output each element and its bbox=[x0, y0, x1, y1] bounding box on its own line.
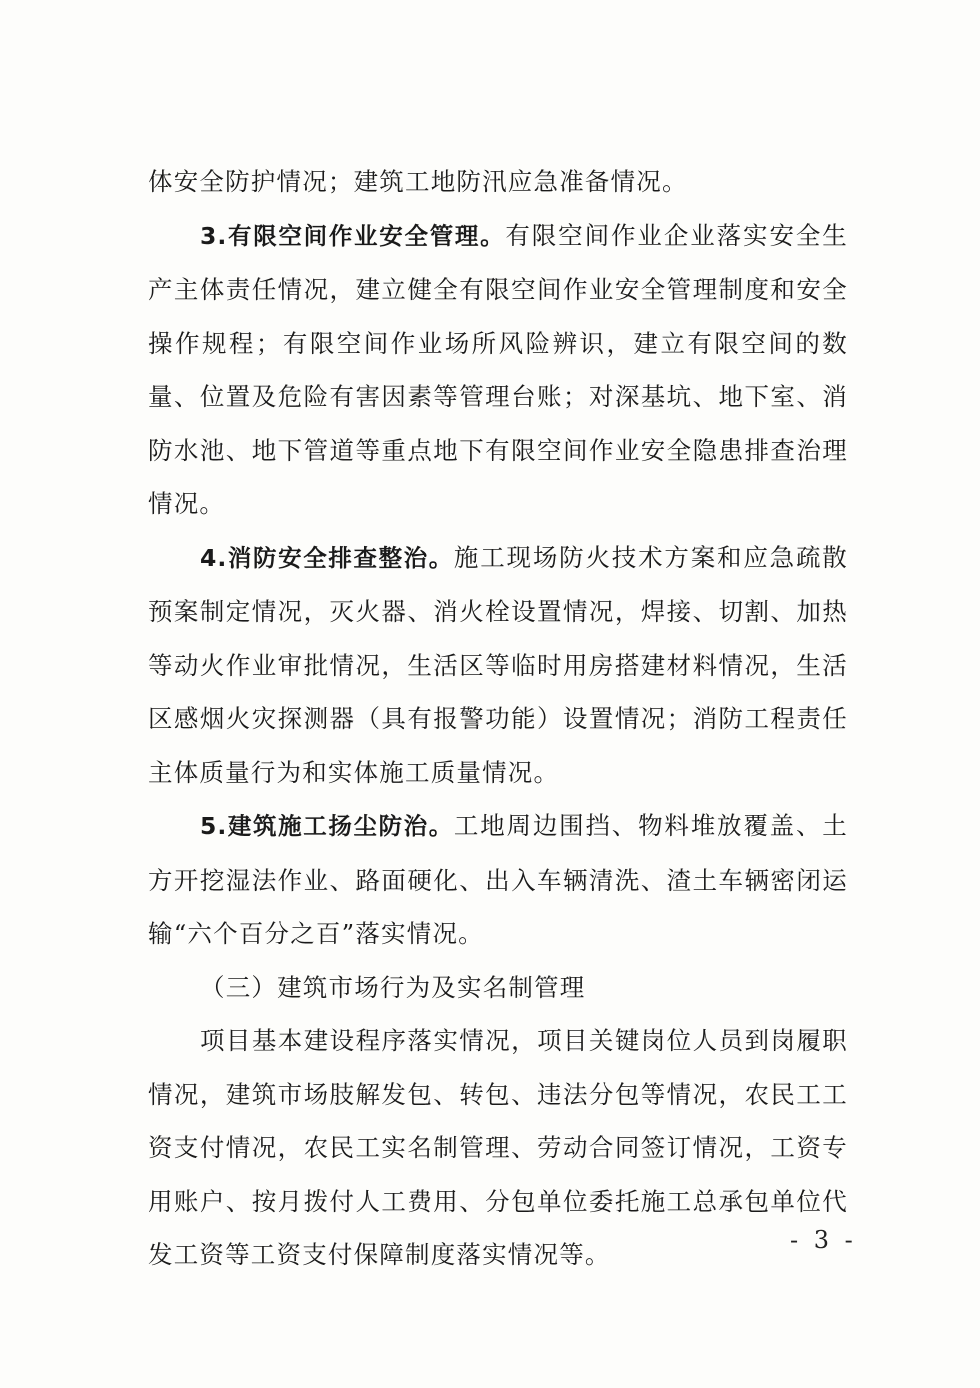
document-body bbox=[148, 155, 848, 1282]
item-3-text: 有限空间作业企业落实安全生产主体责任情况，建立健全有限空间作业安全管理制度和安全操作规程；有限空间作业场所风险辨识，建立有限空间的数量、位置及危险有害因素等管理台账；对深基坑、地下室、消防水池、地下管道等重点地下有限空间作业安全隐患排查治理情况。 bbox=[148, 220, 848, 518]
section-heading: （三）建筑市场行为及实名制管理 bbox=[200, 972, 586, 1002]
item-5-heading: 5.建筑施工扬尘防治。 bbox=[200, 812, 454, 840]
page-number: - 3 - bbox=[790, 1226, 857, 1254]
final-paragraph: 项目基本建设程序落实情况，项目关键岗位人员到岗履职情况，建筑市场肢解发包、转包、违法分包等情况，农民工工资支付情况，农民工实名制管理、劳动合同签订情况，工资专用账户、按月拨付人工费用、分包单位委托施工总承包单位代发工资等工资支付保障制度落实情况等。 bbox=[148, 1026, 848, 1269]
paragraph-item-4 bbox=[148, 531, 848, 800]
paragraph-text: 体安全防护情况；建筑工地防汛应急准备情况。 bbox=[148, 167, 688, 196]
continuation-paragraph bbox=[148, 155, 848, 209]
item-4-text: 施工现场防火技术方案和应急疏散预案制定情况，灭火器、消火栓设置情况，焊接、切割、加热等动火作业审批情况，生活区等临时用房搭建材料情况，生活区感烟火灾探测器（具有报警功能）设置情况；消防工程责任主体质量行为和实体施工质量情况。 bbox=[148, 542, 849, 787]
item-3-heading: 3.有限空间作业安全管理。 bbox=[200, 221, 506, 250]
paragraph-item-5 bbox=[148, 799, 848, 961]
paragraph-item-3 bbox=[148, 209, 848, 531]
item-4-heading: 4.消防安全排查整治。 bbox=[200, 543, 454, 572]
item-5-text: 工地周边围挡、物料堆放覆盖、土方开挖湿法作业、路面硬化、出入车辆清洗、渣土车辆密闭运输“六个百分之百”落实情况。 bbox=[148, 811, 849, 948]
